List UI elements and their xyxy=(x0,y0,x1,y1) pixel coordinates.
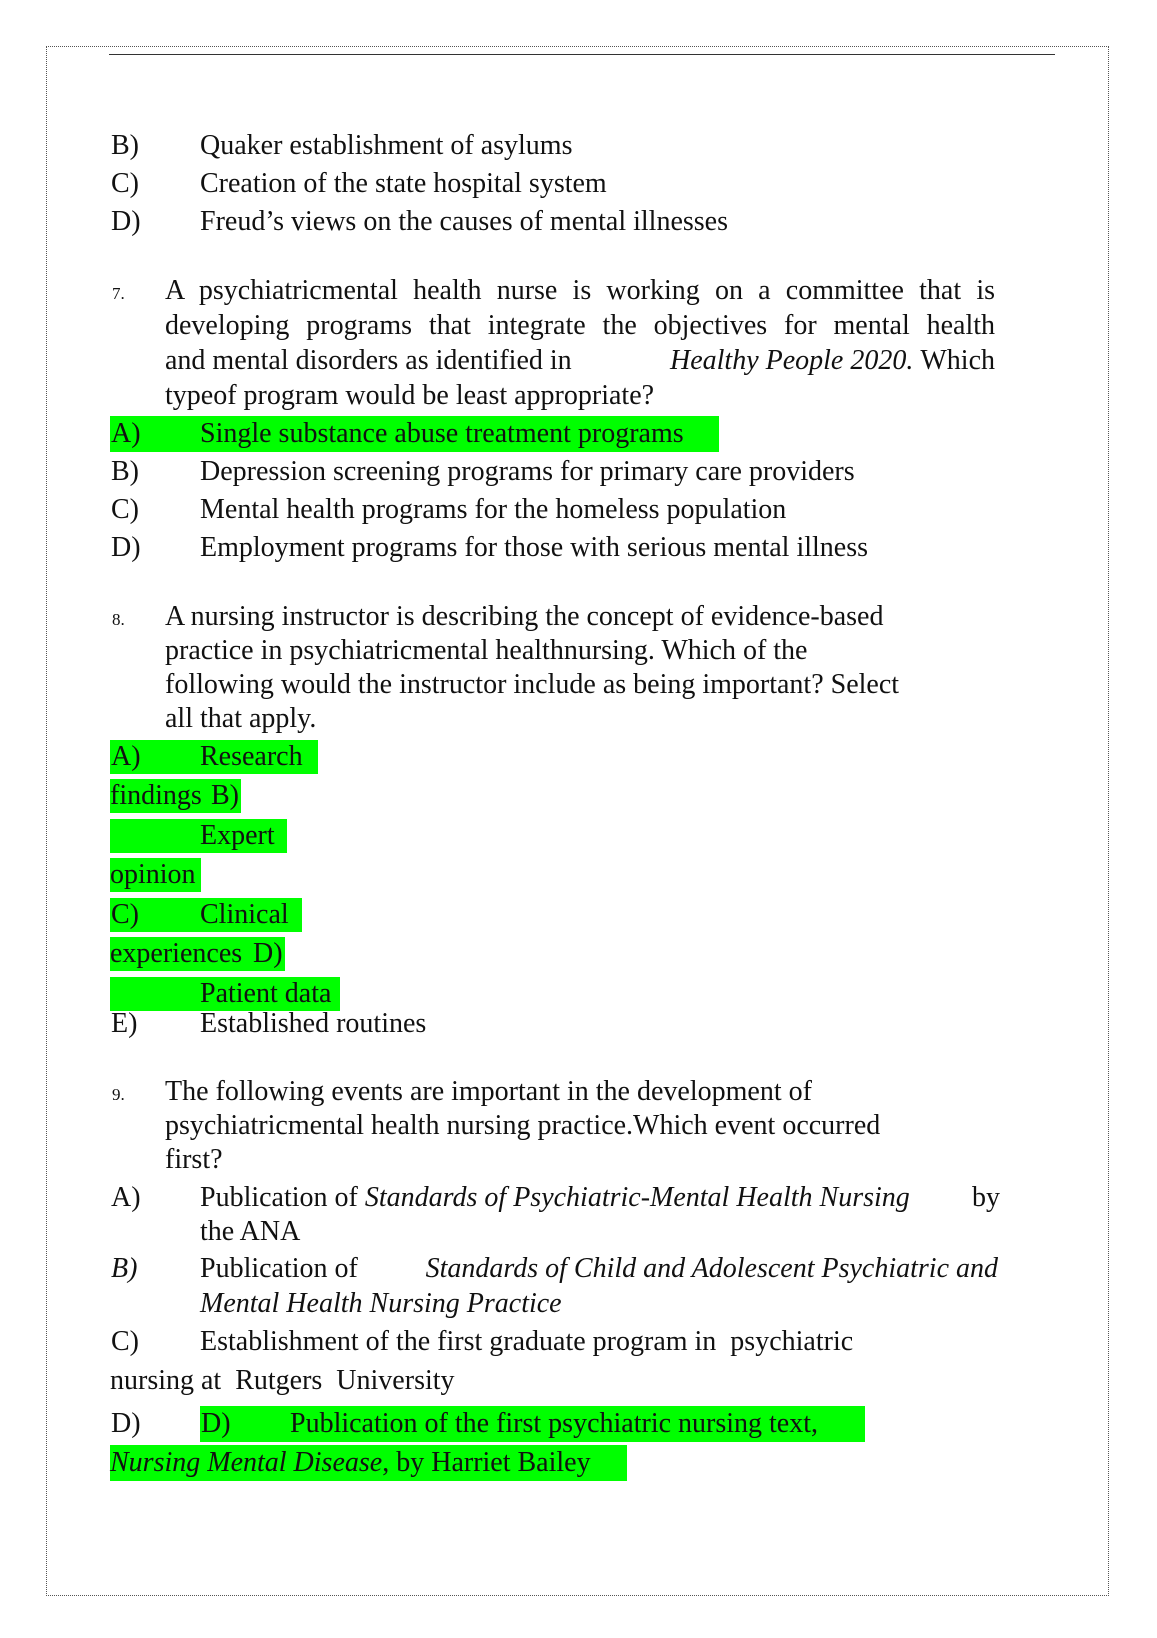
q9-option-c-label: C) xyxy=(111,1326,139,1357)
q8-option-e-label: E) xyxy=(111,1008,138,1039)
q8-stem-line1: A nursing instructor is describing the concept of evidence-based xyxy=(165,601,884,632)
q9-stem-line1: The following events are important in the development of xyxy=(165,1076,812,1107)
q8-option-b-cont: opinion xyxy=(110,859,196,890)
q7-option-d-label: D) xyxy=(111,532,141,563)
q8-stem-line3: following would the instructor include as being important? Select xyxy=(165,669,900,700)
q8-option-b-text: Expert xyxy=(200,820,275,851)
q7-option-c-label: C) xyxy=(111,494,139,525)
q6-option-d-text: Freud’s views on the causes of mental illnesses xyxy=(200,206,729,237)
q7-option-d-text: Employment programs for those with serious mental illness xyxy=(200,532,869,563)
q7-option-a-text: Single substance abuse treatment programs xyxy=(200,418,684,449)
healthy-people-title: Healthy People 2020. xyxy=(669,345,914,376)
q9-stem-line3: first? xyxy=(165,1144,223,1175)
q7-stem-line4: typeof program would be least appropriate? xyxy=(165,380,655,411)
q9-option-d-label: D) xyxy=(111,1408,141,1439)
q9-option-d-text: Publication of the first psychiatric nursing text, xyxy=(290,1408,819,1439)
q7-stem-line3-pre: and mental disorders as identified in xyxy=(165,345,572,376)
q9-option-b-line1 xyxy=(200,1251,998,1287)
header-rule xyxy=(109,54,1055,55)
q9-option-c-text: Establishment of the first graduate program in psychiatric xyxy=(200,1326,854,1357)
q9-option-d-label-highlighted: D) xyxy=(201,1408,231,1439)
q8-option-d-label: D) xyxy=(253,938,283,969)
q7-number: 7. xyxy=(112,284,125,303)
q8-stem-line4: all that apply. xyxy=(165,703,317,734)
q9-option-d-post: , by Harriet Bailey xyxy=(382,1447,591,1478)
q8-number: 8. xyxy=(112,610,125,629)
q7-stem-line3-post: Which xyxy=(920,345,995,376)
q7-option-b-label: B) xyxy=(111,456,139,487)
q9-option-a-post: by xyxy=(972,1182,1000,1213)
q8-stem-line2: practice in psychiatricmental healthnursing. Which of the xyxy=(165,635,808,666)
q8-option-a-text: Research xyxy=(200,741,303,772)
q9-option-b-title: Standards of Child and Adolescent Psychiatric and xyxy=(425,1253,998,1284)
q8-option-e-text: Established routines xyxy=(200,1008,427,1039)
q8-option-c-cont: experiences xyxy=(110,938,243,969)
q7-option-a-label: A) xyxy=(111,418,141,449)
q9-number: 9. xyxy=(112,1085,125,1104)
q9-stem-line2: psychiatricmental health nursing practice.Which event occurred xyxy=(165,1110,881,1141)
q8-option-c-text: Clinical xyxy=(200,899,289,930)
q8-option-a-cont: findings xyxy=(110,780,202,811)
q8-option-b-label: B) xyxy=(211,780,239,811)
q9-option-c-line2: nursing at Rutgers University xyxy=(110,1365,455,1396)
q7-option-b-text: Depression screening programs for primary care providers xyxy=(200,456,855,487)
q9-option-a-line2: the ANA xyxy=(200,1216,301,1247)
q8-option-d-text: Patient data xyxy=(200,978,332,1009)
q9-option-b-pre: Publication of xyxy=(200,1253,358,1284)
q9-option-a-line1 xyxy=(200,1180,1000,1216)
q9-option-d-line2 xyxy=(110,1445,591,1481)
q9-option-b-label: B) xyxy=(111,1253,138,1284)
q7-stem-line1: A psychiatricmental health nurse is working on a committee that is xyxy=(165,275,995,306)
q7-stem-line3 xyxy=(165,343,995,379)
q8-option-c-label: C) xyxy=(111,899,139,930)
q7-stem-line2: developing programs that integrate the objectives for mental health xyxy=(165,310,995,341)
q9-option-a-title: Standards of Psychiatric-Mental Health Nursing xyxy=(364,1182,910,1213)
q6-option-c-text: Creation of the state hospital system xyxy=(200,168,607,199)
q6-option-c-label: C) xyxy=(111,168,139,199)
q9-option-a-label: A) xyxy=(111,1182,141,1213)
q8-option-a-label: A) xyxy=(111,741,141,772)
q9-option-d-title: Nursing Mental Disease xyxy=(110,1447,383,1478)
q7-option-c-text: Mental health programs for the homeless population xyxy=(200,494,787,525)
q6-option-d-label: D) xyxy=(111,206,141,237)
q9-option-a-pre: Publication of xyxy=(200,1182,358,1213)
q6-option-b-text: Quaker establishment of asylums xyxy=(200,130,573,161)
q9-option-b-line2: Mental Health Nursing Practice xyxy=(200,1288,562,1319)
q6-option-b-label: B) xyxy=(111,130,139,161)
